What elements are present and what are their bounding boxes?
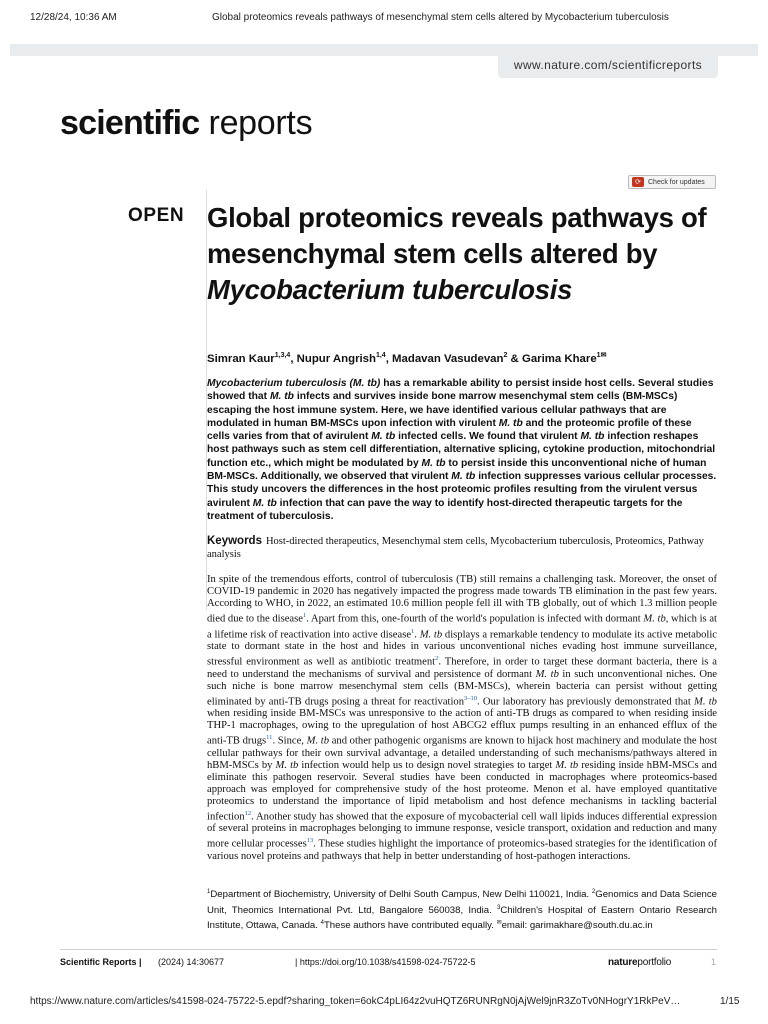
author-affiliation-mark: 2 [503,352,508,359]
article-title [207,200,727,308]
author-name: Madavan Vasudevan [392,352,504,365]
abstract: Mycobacterium tuberculosis (M. tb) has a remarkable ability to persist inside host cells. Several studies showed that M. tb infects and survives inside bone marrow mesenchymal stem cells (BM-MSCs) escaping the host immune system. Here, we have identified various cellular pathways that are modulated in human BM-MSCs upon infection with virulent M. tb and the proteomic profile of these cells varies from that of avirulent M. tb infected cells. We found that virulent M. tb infection reshapes host pathways such as stem cell differentiation, alternative splicing, cytokine production, mitochondrial function etc., which might be modulated by M. tb to persist inside this unconventional niche of human BM-MSCs. Additionally, we observed that virulent M. tb infection suppresses various cellular processes. This study uncovers the differences in the host proteomic profiles resulting from the virulent versus avirulent M. tb infection that can pave the way to identify host-directed therapeutic targets for the treatment of tuberculosis. [207,378,717,522]
check-updates-button[interactable] [628,175,716,189]
nature-portfolio-logo [608,957,671,968]
print-page-count: 1/15 [720,996,740,1007]
page-number: 1 [711,957,717,967]
journal-logo-bold: scientific [60,104,200,142]
keywords-text: Host-directed therapeutics, Mesenchymal stem cells, Mycobacterium tuberculosis, Proteomics, Pathway analysis [207,536,704,560]
footer-divider [60,949,717,950]
footer-journal: Scientific Reports | [60,957,142,967]
author-affiliation-mark: 1,3,4 [274,352,291,359]
footer-doi-link[interactable]: | https://doi.org/10.1038/s41598-024-75722-5 [295,957,476,967]
footer-issue: (2024) 14:30677 [158,957,225,967]
site-url-link[interactable]: www.nature.com/scientificreports [498,52,718,78]
journal-logo[interactable] [60,104,312,143]
body-text: In spite of the tremendous efforts, control of tuberculosis (TB) still remains a challenging task. Moreover, the onset of COVID-19 pandemic in 2020 has negatively impacted the progress made towards TB elimination in the past few years. According to WHO, in 2022, an estimated 10.6 million people fell ill with TB globally, out of which 1.3 million people died due to the disease$^1$. Apart from this, one-fourth of the world's population is infected with dormant M. tb, which is at a lifetime risk of reactivation into active disease$^1$. M. tb displays a remarkable tendency to modulate its active metabolic state to dormant state in the host and hides in various unconventional niches evading host immune surveillance, stressful environment as well as antibiotic treatment$^2$. Therefore, in order to target these dormant bacteria, there is a need to understand the mechanisms of survival and persistence of dormant M. tb in such unconventional niches. One such niche is bone marrow mesenchymal stem cells (BM-MSCs), wherein bacteria can persist without getting eliminated by anti-TB drugs posing a threat for reactivation$^{3-10}$. Our laboratory has previously demonstrated that M. tb when residing inside BM-MSCs was unresponsive to the action of anti-TB drugs as compared to when residing inside THP-1 macrophages, owing to the upregulation of host ABCG2 efflux pumps resulting in an enhanced efflux of the anti-TB drugs$^{11}$. Since, M. tb and other pathogenic organisms are known to hijack host machinery and modulate the host cellular pathways for their own survival advantage, a detailed understanding of such mechanisms/pathways altered in hBM-MSCs by M. tb infection would help us to design novel strategies to target M. tb residing inside hBM-MSCs and eliminate this pathogen reservoir. Several studies have been conducted in macrophages where proteomics-based approach was employed for comprehensive study of the host proteome. Menon et al. have employed quantitative proteomics to understand the importance of lipid metabolism and host defence mechanisms in tackling bacterial infection$^{12}$. Another study has showed that the exposure of mycobacterial cell wall lipids induces differential expression of several proteins in macrophages belonging to immune response, vesicle transport, oxidation and reduction and many more cellular processes$^{13}$. These studies highlight the importance of proteomics-based strategies for the identification of various novel proteins and pathways that help in better understanding of host-pathogen interactions. [207,574,718,862]
check-updates-label: Check for updates [648,178,705,186]
keywords-label: Keywords [207,535,262,547]
print-title: Global proteomics reveals pathways of mesenchymal stem cells altered by Mycobacterium tuberculosis [212,12,669,23]
title-text: Global proteomics reveals pathways of mesenchymal stem cells altered by [207,202,707,269]
author-list: Simran Kaur$^{1,3,4}$, Nupur Angrish$^{1,4}$, Madavan Vasudevan$^2$ & Garima Khare$^{1✉}$ [207,352,607,365]
brand-light: portfolio [637,957,672,968]
title-italic: Mycobacterium tuberculosis [207,274,573,305]
journal-logo-light: reports [208,104,313,142]
author-name: Garima Khare [521,352,597,365]
print-url: https://www.nature.com/articles/s41598-024-75722-5.epdf?sharing_token=6okC4pLI64z2vuHQTZ6RUNRgN0jAjWel9jnR3ZoTv0NHogrY1RkPeV… [30,996,681,1007]
refresh-icon: ⟳ [632,177,644,187]
author-name: Nupur Angrish [296,352,376,365]
author-affiliation-mark: 1,4 [375,352,386,359]
open-access-label: OPEN [128,205,185,226]
print-date: 12/28/24, 10:36 AM [30,12,117,23]
brand-bold: nature [608,957,638,968]
author-name: Simran Kaur [207,352,275,365]
affiliations: $^1$Department of Biochemistry, University of Delhi South Campus, New Delhi 110021, India. $^2$Genomics and Data Science Unit, Theomics International Pvt. Ltd, Bangalore 560038, India. $^3$Children's Hospital of Eastern Ontario Research Institute, Ottawa, Canada. $^4$These authors have contributed equally. ✉email: garimakhare@south.du.ac.in [207,889,717,932]
author-affiliation-mark: 1✉ [596,352,607,359]
keywords [207,535,717,561]
